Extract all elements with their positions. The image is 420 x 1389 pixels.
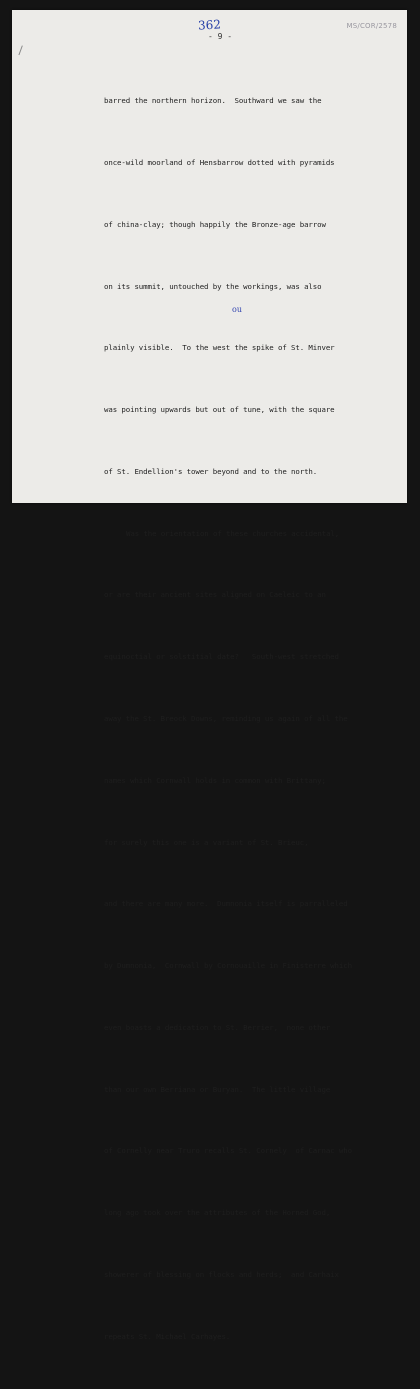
text-line: barred the northern horizon. Southward we saw the	[104, 96, 322, 106]
text-line: away the St. Breock Downs, reminding us again of all the	[104, 714, 348, 723]
text-line: once-wild moorland of Hensbarrow dotted with pyramids	[104, 157, 335, 167]
text-line: by Dumnonia, Cornwall by Cornouaille in Finisterre which	[104, 961, 352, 971]
paragraph-start-line: Was the orientation of these churches accidental,	[126, 528, 340, 538]
text-line: of Cornelly near Truro recalls St. Cornely of Carnac who	[104, 1146, 352, 1156]
handwritten-insertion: ou	[232, 305, 242, 314]
typescript-body	[104, 50, 404, 1389]
text-line: on its summit, untouched by the workings, was also	[104, 281, 322, 291]
text-line: long ago took over the attributes of the Horned God,	[104, 1208, 331, 1218]
catalog-reference: MS/COR/2578	[346, 22, 397, 30]
text-line: plainly visible. To the west the spike of St. Minver	[104, 343, 335, 353]
text-line: repeats St. Michael Carhayes.	[104, 1331, 231, 1341]
page-number: 362	[197, 17, 222, 33]
text-line: even boasts a dedication to St. Berrier, none other	[104, 1022, 331, 1032]
text-line: showerer of blessing on flocks and herds; and Carhaix	[104, 1270, 339, 1280]
text-line: of St. Endellion's tower beyond and to the north.	[104, 466, 318, 476]
text-line: and there are many more. Dumnonia itself is parralleled	[104, 899, 348, 909]
text-line: for surely this one is a variant of St. Brieuc,	[104, 837, 309, 847]
text-line: or are their ancient sites aligned on Caeleic to an	[104, 590, 326, 600]
manuscript-page	[12, 10, 407, 1341]
page-sequence-mark: - 9 -	[208, 32, 233, 41]
text-line: names which Cornwall holds in common with Brittany;	[104, 775, 326, 785]
margin-mark	[18, 45, 26, 56]
text-line: of china-clay; though happily the Bronze-age barrow	[104, 219, 326, 229]
text-line: equinoctial or solstitial date? South-west stretched	[104, 652, 339, 662]
text-line: was pointing upwards but out of tune, with the square	[104, 405, 335, 415]
text-line: than our own Berriana or Buryan. The little village	[104, 1084, 331, 1094]
